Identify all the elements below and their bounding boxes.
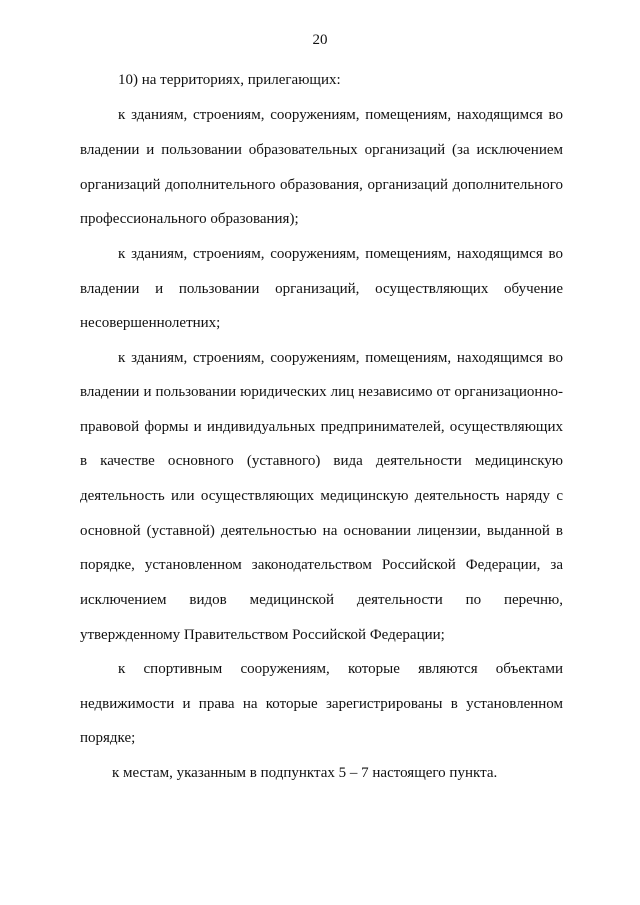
text-line: организаций дополнительного образования, организаций дополнительного (80, 177, 563, 193)
text-line: к спортивным сооружениям, которые являются объектами (118, 661, 563, 677)
text-line: несовершеннолетних; (80, 315, 221, 331)
text-line: в качестве основного (уставного) вида деятельности медицинскую (80, 453, 563, 469)
text-line: к зданиям, строениям, сооружениям, помещениям, находящимся во (118, 246, 563, 262)
text-line: деятельность или осуществляющих медицинскую деятельность наряду с (80, 488, 563, 504)
text-line: порядке; (80, 730, 136, 746)
text-line: владении и пользовании юридических лиц независимо от организационно- (80, 384, 563, 400)
text-line: утвержденному Правительством Российской Федерации; (80, 627, 445, 643)
text-line: недвижимости и права на которые зарегистрированы в установленном (80, 696, 563, 712)
page-number: 20 (312, 32, 328, 48)
text-line: к зданиям, строениям, сооружениям, помещениям, находящимся во (118, 107, 563, 123)
text-line: основной (уставной) деятельностью на основании лицензии, выданной в (80, 523, 563, 539)
text-line: к местам, указанным в подпунктах 5 – 7 настоящего пункта. (112, 765, 498, 781)
section-heading: 10) на территориях, прилегающих: (118, 72, 341, 88)
text-line: к зданиям, строениям, сооружениям, помещениям, находящимся во (118, 350, 563, 366)
text-line: профессионального образования); (80, 211, 299, 227)
text-line: владении и пользовании образовательных организаций (за исключением (80, 142, 563, 158)
text-line: исключением видов медицинской деятельности по перечню, (80, 592, 563, 608)
text-line: владении и пользовании организаций, осуществляющих обучение (80, 281, 563, 297)
text-line: порядке, установленном законодательством Российской Федерации, за (80, 557, 563, 573)
text-line: правовой формы и индивидуальных предпринимателей, осуществляющих (80, 419, 563, 435)
